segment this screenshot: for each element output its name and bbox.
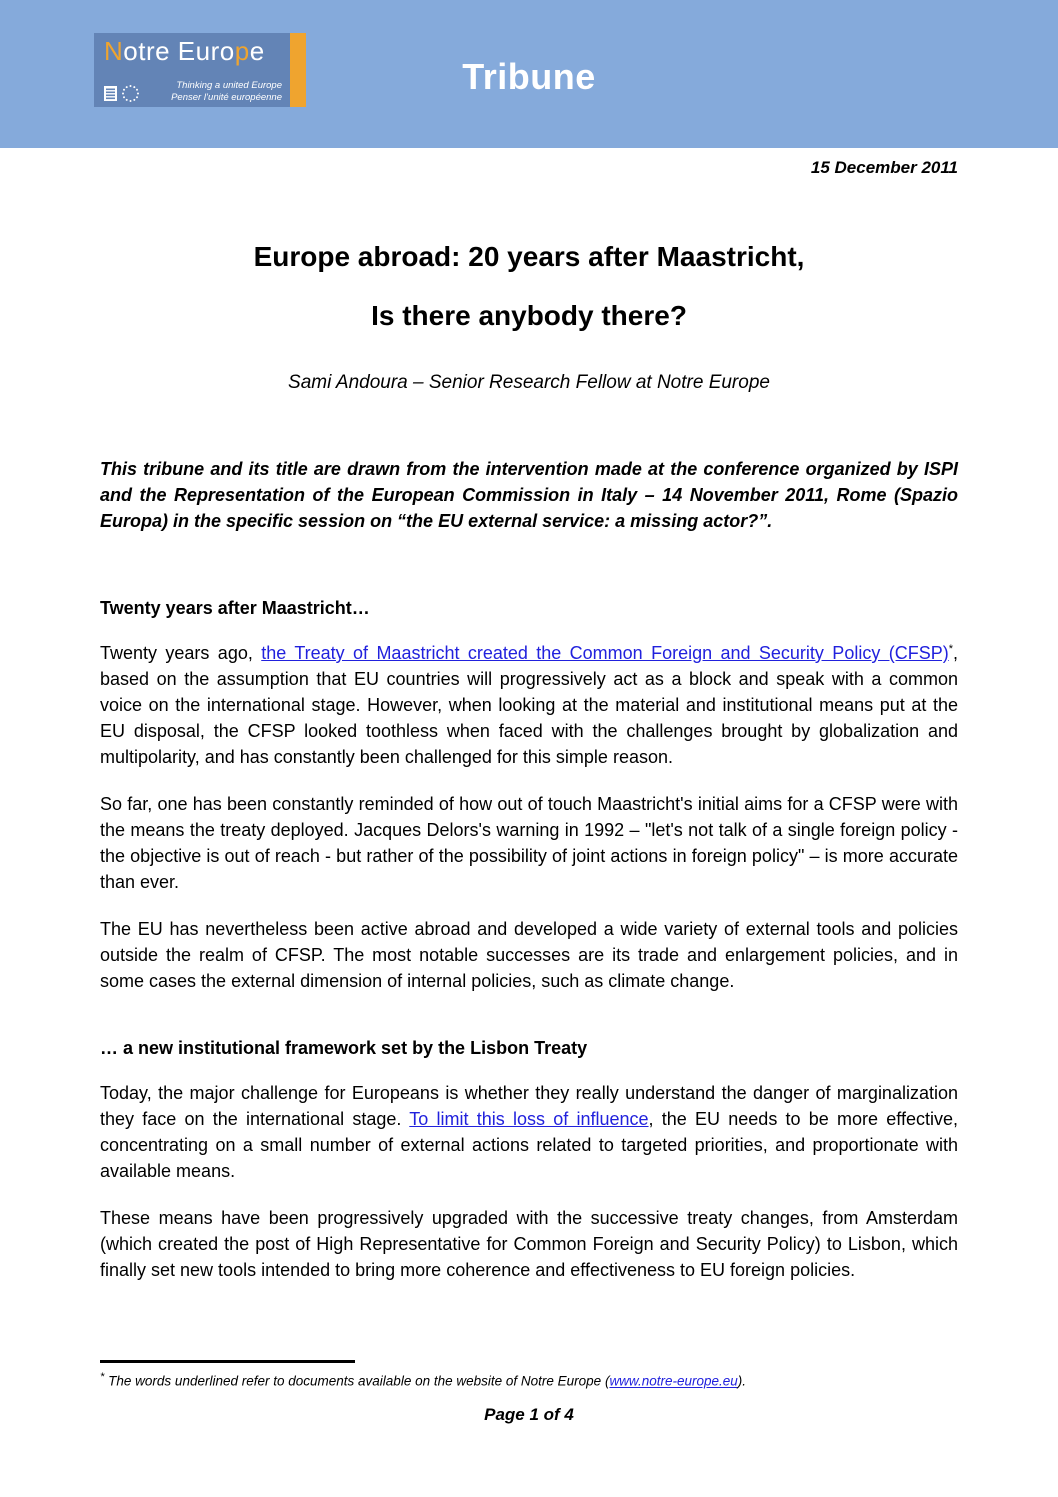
logo-letter-n: N: [104, 36, 124, 66]
page-footer: [100, 1360, 958, 1425]
article-title-line-1: Europe abroad: 20 years after Maastricht,: [253, 241, 805, 272]
paragraph-1: [100, 640, 958, 770]
publication-title: Tribune: [462, 56, 596, 97]
footnote-text: [100, 1368, 958, 1391]
paragraph-1-pre: Twenty years ago,: [100, 643, 262, 663]
footnote-pre: The words underlined refer to documents available on the website of Notre Europe (: [108, 1373, 610, 1389]
footnote-post: ).: [737, 1373, 747, 1389]
footnote-marker: *: [100, 1371, 105, 1383]
loss-of-influence-link[interactable]: To limit this loss of influence: [409, 1109, 649, 1129]
logo-letter-p: p: [234, 36, 250, 66]
article-title-line-2: Is there anybody there?: [371, 300, 687, 331]
paragraph-2: So far, one has been constantly reminded of how out of touch Maastricht's initial aims for a CFSP were with the means the treaty deployed. Jacques Delors's warning in 1992 – "let's not talk of a single foreign policy - the objective is out of reach - but rather of the possibility of joint actions in foreign policy" – is more accurate than ever.: [100, 794, 958, 892]
article-body: [0, 240, 1058, 1283]
paragraph-4-post: , the EU needs to be more effective, concentrating on a small number of external actions related to targeted priorities, and proportionate with available means.: [100, 1109, 959, 1181]
logo-tagline-fr: Penser l’unité européenne: [171, 91, 282, 103]
maastricht-cfsp-link[interactable]: the Treaty of Maastricht created the Common Foreign and Security Policy (CFSP): [261, 643, 949, 663]
section-heading-1: Twenty years after Maastricht…: [100, 598, 370, 618]
page-number: Page 1 of 4: [484, 1404, 574, 1424]
paragraph-4: [100, 1080, 958, 1184]
footnote-divider: [100, 1360, 355, 1363]
section-heading-2: … a new institutional framework set by the Lisbon Treaty: [100, 1038, 588, 1058]
notre-europe-website-link[interactable]: www.notre-europe.eu: [609, 1373, 738, 1389]
document-date: 15 December 2011: [810, 158, 958, 177]
header-banner: [0, 0, 1058, 148]
logo-tagline-en: Thinking a united Europe: [176, 80, 282, 91]
intro-note: This tribune and its title are drawn from the intervention made at the conference organized by ISPI and the Representation of the European Commission in Italy – 14 November 2011, Rome (Spazio Europa) in the specific session on “the EU external service: a missing actor?”.: [100, 459, 958, 531]
paragraph-4-pre: Today, the major challenge for Europeans is whether they really understand the danger of marginalization they face on the international stage.: [100, 1083, 958, 1129]
logo-word-mid: otre Euro: [123, 36, 235, 66]
footnote-reference-marker: *: [948, 643, 953, 655]
paragraph-5: These means have been progressively upgraded with the successive treaty changes, from Amsterdam (which created the post of High Representative for Common Foreign and Security Policy) to Lisbon, which finally set new tools intended to bring more coherence and effectiveness to EU foreign policies.: [100, 1208, 958, 1280]
article-author: Sami Andoura – Senior Research Fellow at Notre Europe: [288, 372, 770, 393]
paragraph-3: The EU has nevertheless been active abroad and developed a wide variety of external tools and policies outside the realm of CFSP. The most notable successes are its trade and enlargement policies, and in some cases the external dimension of internal policies, such as climate change.: [100, 919, 958, 991]
paragraph-1-post: , based on the assumption that EU countries will progressively act as a block and speak with a common voice on the international stage. However, when looking at the material and institutional means put at the EU disposal, the CFSP looked toothless when faced with the challenges brought by globalization and multipolarity, and has constantly been challenged for this simple reason.: [100, 643, 959, 767]
logo-letter-e: e: [249, 36, 265, 66]
